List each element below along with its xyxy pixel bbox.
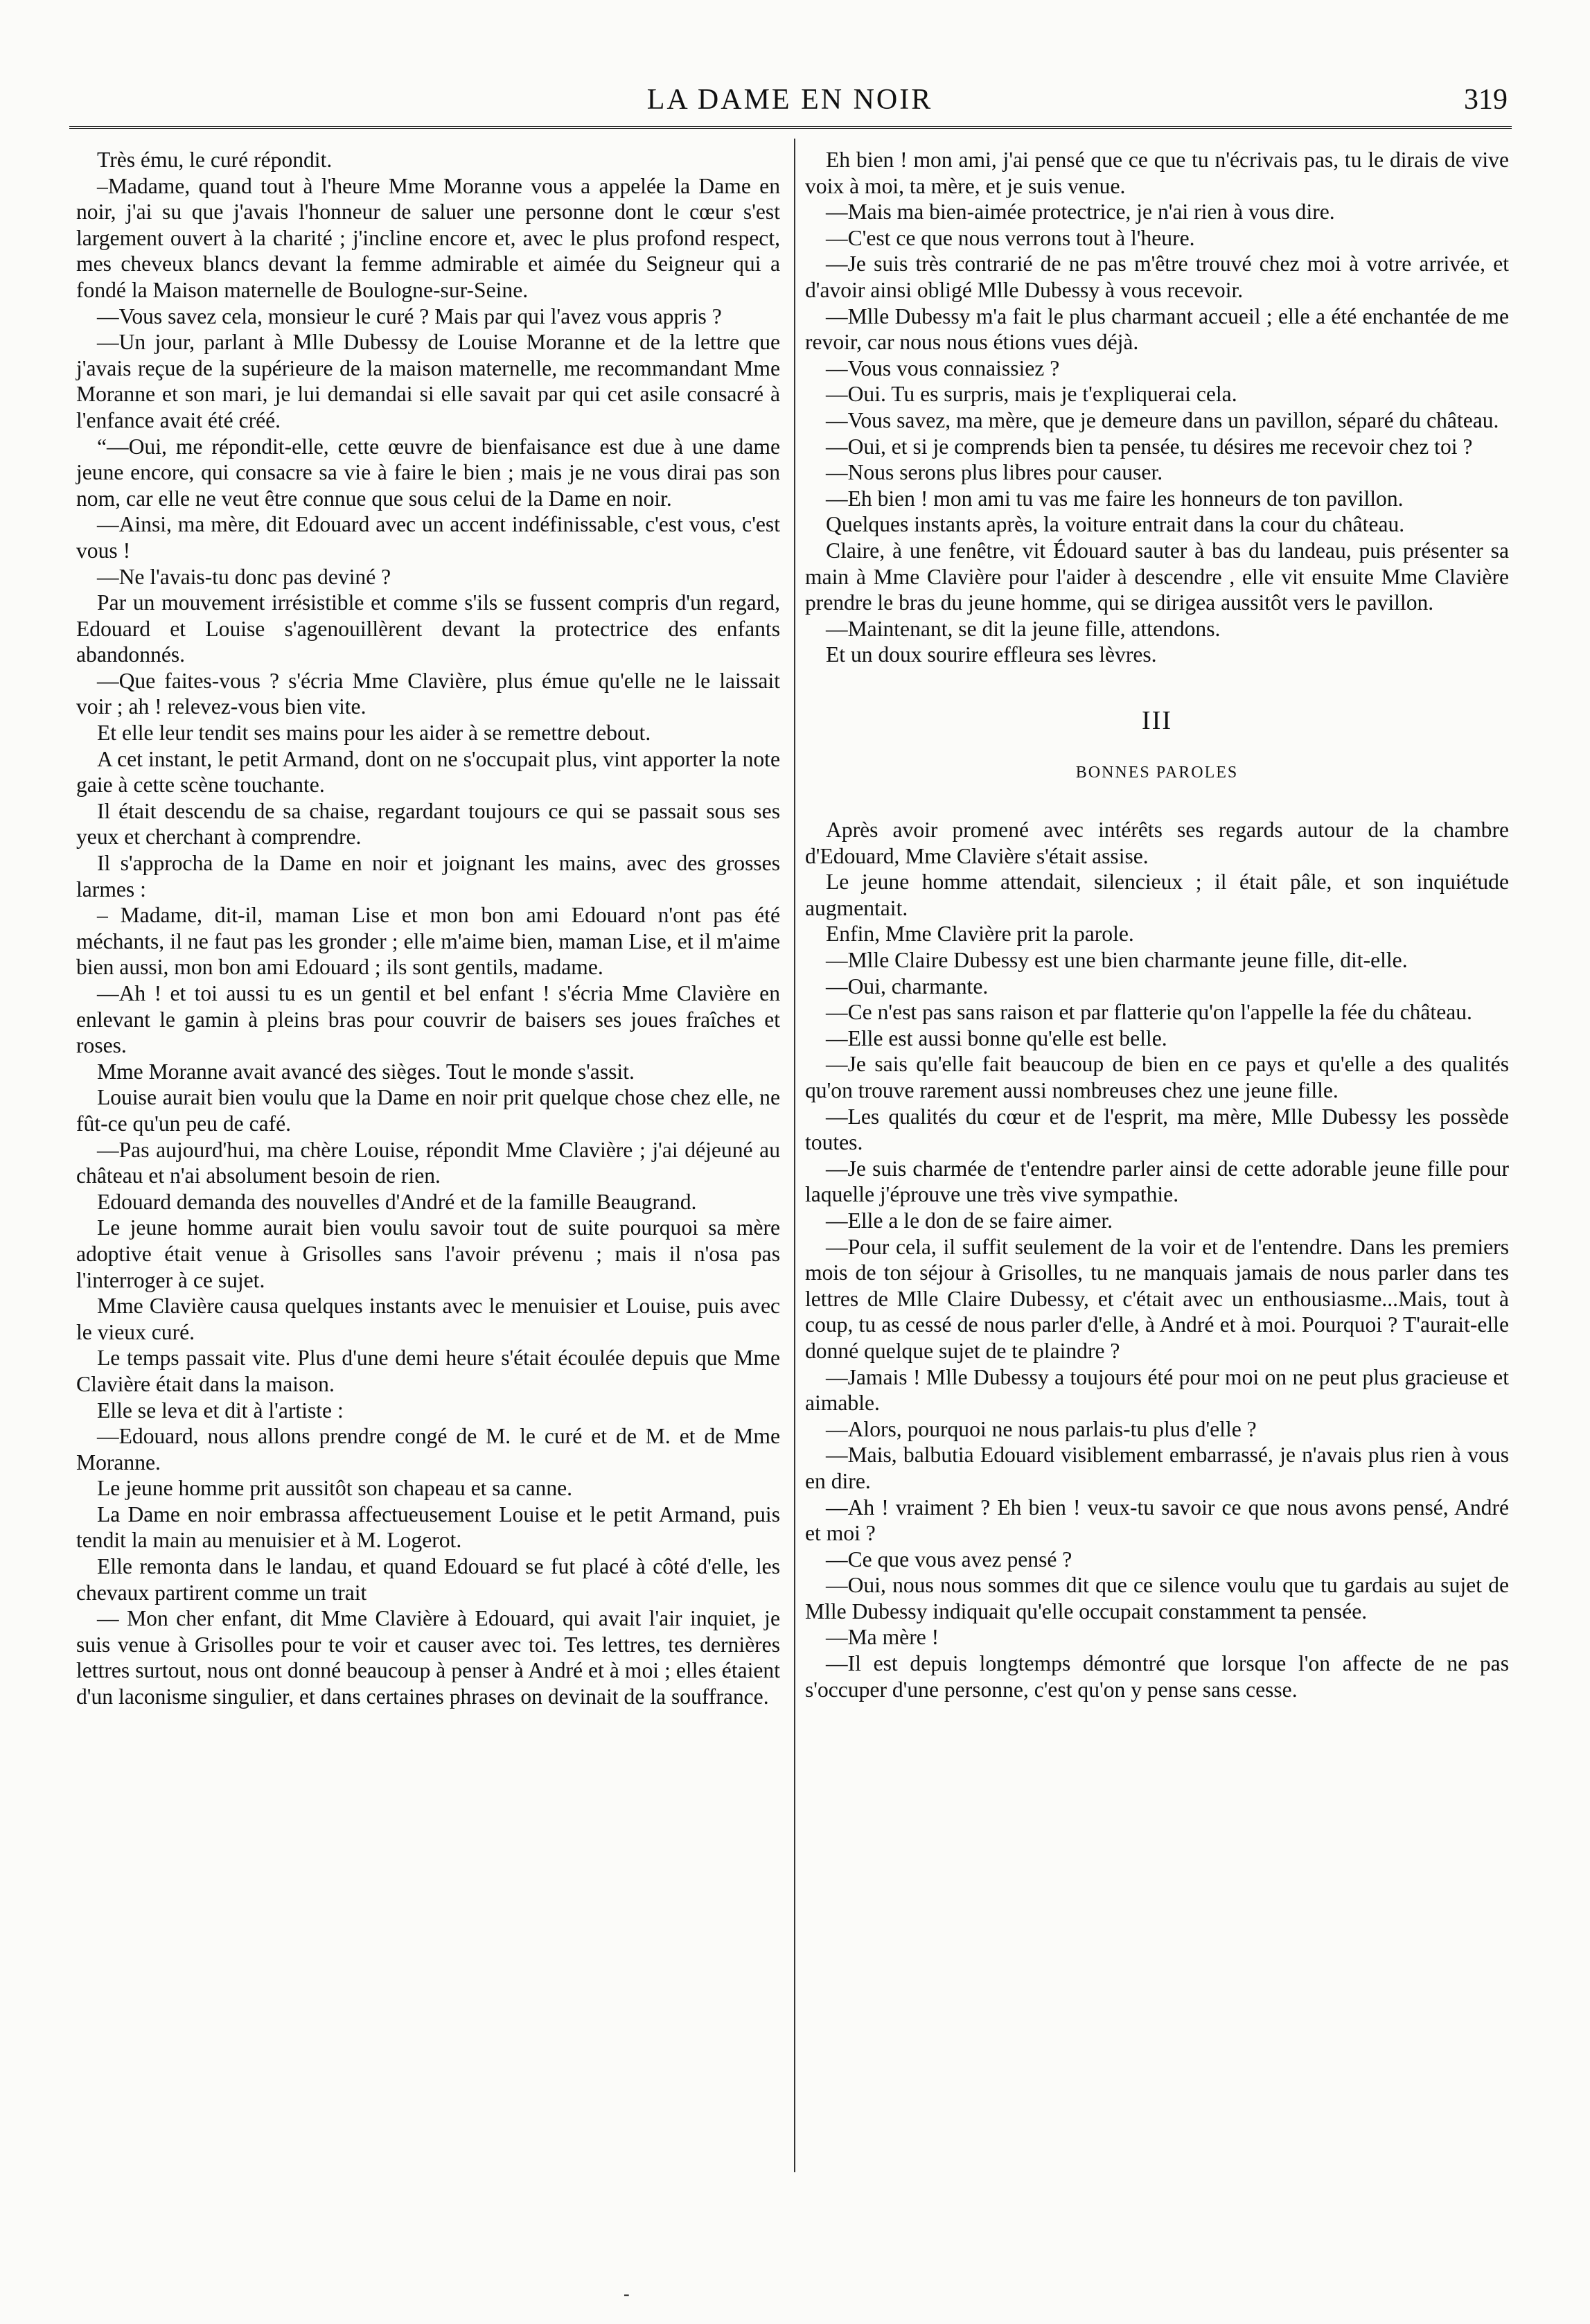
paragraph: Elle se leva et dit à l'artiste :	[97, 1398, 344, 1423]
right-column	[805, 147, 1509, 2227]
paragraph: —Je sais qu'elle fait beaucoup de bien en ce pays et qu'elle a des qualités qu'on trouve rarement aussi nombreuses chez une jeune fille.	[805, 1052, 1509, 1102]
paragraph: Edouard demanda des nouvelles d'André et de la famille Beaugrand.	[97, 1189, 697, 1214]
paragraph: —Mais ma bien-aimée protectrice, je n'ai rien à vous dire.	[826, 200, 1335, 225]
paragraph: “—Oui, me répondit-elle, cette œuvre de bienfaisance est due à une dame jeune encore, qui consacre sa vie à faire le bien ; mais je ne vous dirai pas son nom, car elle ne veut être connue que sous celui de la Dame en noir.	[76, 434, 780, 511]
paragraph: —Ah ! vraiment ? Eh bien ! veux-tu savoir ce que nous avons pensé, André et moi ?	[805, 1495, 1509, 1546]
paragraph: —Ce que vous avez pensé ?	[826, 1547, 1072, 1572]
paragraph: Très ému, le curé répondit.	[97, 148, 333, 172]
paragraph: —Maintenant, se dit la jeune fille, attendons.	[826, 616, 1221, 641]
paragraph: —Je suis très contrarié de ne pas m'être trouvé chez moi à votre arrivée, et d'avoir ainsi obligé Mlle Dubessy à vous recevoir.	[805, 252, 1509, 302]
paragraph: Le temps passait vite. Plus d'une demi heure s'était écoulée depuis que Mme Clavière était dans la maison.	[76, 1346, 780, 1396]
paragraph: La Dame en noir embrassa affectueusement Louise et le petit Armand, puis tendit la main au menuisier et à M. Logerot.	[76, 1502, 780, 1553]
paragraph: —Oui. Tu es surpris, mais je t'expliquerai cela.	[826, 382, 1237, 407]
paragraph: —Jamais ! Mlle Dubessy a toujours été pour moi on ne peut plus gracieuse et aimable.	[805, 1364, 1509, 1416]
right-column-text-after	[805, 817, 1509, 1702]
paragraph: —Un jour, parlant à Mlle Dubessy de Louise Moranne et de la lettre que j'avais reçue de la supérieure de la maison maternelle, me recommandant Mme Moranne et son mari, je lui demandai si elle savait par qui cet asile consacré à l'enfance avait été créé.	[76, 330, 780, 432]
running-title: LA DAME EN NOIR	[646, 84, 933, 116]
paragraph: Eh bien ! mon ami, j'ai pensé que ce que tu n'écrivais pas, tu le dirais de vive voix à moi, ta mère, et je suis venue.	[805, 148, 1509, 198]
paragraph: —Pas aujourd'hui, ma chère Louise, répondit Mme Clavière ; j'ai déjeuné au château et n'ai absolument besoin de rien.	[76, 1137, 780, 1188]
paragraph: Mme Clavière causa quelques instants avec le menuisier et Louise, puis avec le vieux curé.	[76, 1294, 780, 1344]
paragraph: – Madame, dit-il, maman Lise et mon bon ami Edouard n'ont pas été méchants, il ne faut pas les gronder ; elle m'aime bien, maman Lise, et il m'aime bien aussi, mon bon ami Edouard ; ils sont gentils, madame.	[76, 903, 780, 980]
page-number: 319	[1464, 84, 1508, 116]
paragraph: Enfin, Mme Clavière prit la parole.	[826, 922, 1134, 947]
section-number: III	[1142, 705, 1172, 735]
paragraph: —Ma mère !	[826, 1625, 939, 1650]
paragraph: —Ainsi, ma mère, dit Edouard avec un accent indéfinissable, c'est vous, c'est vous !	[76, 512, 780, 563]
paragraph: —Eh bien ! mon ami tu vas me faire les honneurs de ton pavillon.	[826, 486, 1404, 511]
paragraph: –Madame, quand tout à l'heure Mme Moranne vous a appelée la Dame en noir, j'ai su que j'avais l'honneur de saluer une personne dont le cœur s'est largement ouvert à la charité ; j'incline encore et, avec le plus profond respect, mes cheveux blancs devant la femme admirable et aimée du Seigneur qui a fondé la Maison maternelle de Boulogne-sur-Seine.	[76, 173, 780, 302]
paragraph: Et un doux sourire effleura ses lèvres.	[826, 642, 1157, 667]
paragraph: —Il est depuis longtemps démontré que lorsque l'on affecte de ne pas s'occuper d'une personne, c'est qu'on y pense sans cesse.	[805, 1651, 1509, 1702]
left-column	[76, 147, 780, 2227]
paragraph: —Oui, charmante.	[826, 974, 989, 998]
paragraph: Et elle leur tendit ses mains pour les aider à se remettre debout.	[97, 721, 651, 746]
paragraph: —Vous savez cela, monsieur le curé ? Mais par qui l'avez vous appris ?	[97, 303, 722, 328]
paragraph: Il s'approcha de la Dame en noir et joignant les mains, avec des grosses larmes :	[76, 851, 780, 901]
section-title: BONNES PAROLES	[1075, 764, 1239, 782]
paragraph: —Mlle Dubessy m'a fait le plus charmant accueil ; elle a été enchantée de me revoir, car nous nous étions vues déjà.	[805, 303, 1509, 355]
paragraph: Par un mouvement irrésistible et comme s'ils se fussent compris d'un regard, Edouard et Louise s'agenouillèrent devant la protectrice des enfants abandonnés.	[76, 590, 780, 667]
paragraph: —Nous serons plus libres pour causer.	[826, 460, 1163, 485]
paragraph: —Ah ! et toi aussi tu es un gentil et bel enfant ! s'écria Mme Clavière en enlevant le gamin à pleins bras pour couvrir de baisers ses joues fraîches et roses.	[76, 981, 780, 1058]
paragraph: Après avoir promené avec intérêts ses regards autour de la chambre d'Edouard, Mme Clavière s'était assise.	[805, 818, 1509, 868]
paragraph: Le jeune homme aurait bien voulu savoir tout de suite pourquoi sa mère adoptive était venue à Grisolles sans l'avoir prévenu ; mais il n'osa pas l'interroger à ce sujet.	[76, 1215, 780, 1292]
paragraph: —Elle a le don de se faire aimer.	[826, 1208, 1113, 1233]
paragraph: —Elle est aussi bonne qu'elle est belle.	[826, 1025, 1167, 1050]
paragraph: —Vous savez, ma mère, que je demeure dans un pavillon, séparé du château.	[826, 407, 1499, 432]
paragraph: —Je suis charmée de t'entendre parler ainsi de cette adorable jeune fille pour laquelle j'éprouve une très vive sympathie.	[805, 1156, 1509, 1207]
paragraph: —Mlle Claire Dubessy est une bien charmante jeune fille, dit-elle.	[826, 948, 1408, 973]
paragraph: —Ce n'est pas sans raison et par flatterie qu'on l'appelle la fée du château.	[826, 1000, 1472, 1025]
paragraph: Quelques instants après, la voiture entrait dans la cour du château.	[826, 512, 1405, 537]
paragraph: —Que faites-vous ? s'écria Mme Clavière, plus émue qu'elle ne le laissait voir ; ah ! relevez-vous bien vite.	[76, 668, 780, 719]
paragraph: —C'est ce que nous verrons tout à l'heure.	[826, 225, 1195, 250]
paragraph: —Pour cela, il suffit seulement de la voir et de l'entendre. Dans les premiers mois de ton séjour à Grisolles, tu ne manquais jamais de nous parler dans tes lettres de Mlle Claire Dubessy, et c'était avec un enthousiasme...Mais, tout à coup, tu as cessé de nous parler d'elle, à André et à moi. Pourquoi ? T'aurait-elle donné quelque sujet de te plaindre ?	[805, 1234, 1509, 1363]
paragraph: —Edouard, nous allons prendre congé de M. le curé et de M. et de Mme Moranne.	[76, 1424, 780, 1474]
paragraph: Claire, à une fenêtre, vit Édouard sauter à bas du landeau, puis présenter sa main à Mme Clavière pour l'aider à descendre , elle vit ensuite Mme Clavière prendre le bras du jeune homme, qui se dirigea aussitôt vers le pavillon.	[805, 538, 1509, 615]
paragraph: Louise aurait bien voulu que la Dame en noir prit quelque chose chez elle, ne fût-ce qu'un peu de café.	[76, 1085, 780, 1136]
paragraph: Le jeune homme attendait, silencieux ; il était pâle, et son inquiétude augmentait.	[805, 870, 1509, 920]
paragraph: Mme Moranne avait avancé des sièges. Tout le monde s'assit.	[97, 1059, 635, 1084]
paragraph: —Oui, et si je comprends bien ta pensée, tu désires me recevoir chez toi ?	[826, 434, 1473, 459]
paragraph: —Les qualités du cœur et de l'esprit, ma mère, Mlle Dubessy les possède toutes.	[805, 1104, 1509, 1155]
footer-mark: -	[624, 2284, 630, 2304]
paragraph: —Mais, balbutia Edouard visiblement embarrassé, je n'avais plus rien à vous en dire.	[805, 1443, 1509, 1493]
paragraph: —Oui, nous nous sommes dit que ce silence voulu que tu gardais au sujet de Mlle Dubessy indiquait qu'elle occupait constamment ta pensée.	[805, 1573, 1509, 1623]
paragraph: Il était descendu de sa chaise, regardant toujours ce qui se passait sous ses yeux et cherchant à comprendre.	[76, 798, 780, 850]
column-divider	[794, 139, 795, 2172]
page-header	[69, 82, 1510, 123]
paragraph: A cet instant, le petit Armand, dont on ne s'occupait plus, vint apporter la note gaie à cette scène touchante.	[76, 746, 780, 798]
paragraph: Le jeune homme prit aussitôt son chapeau et sa canne.	[97, 1476, 573, 1501]
right-column-text-before	[805, 147, 1509, 668]
paragraph: —Ne l'avais-tu donc pas deviné ?	[97, 564, 391, 589]
paragraph: Elle remonta dans le landau, et quand Edouard se fut placé à côté d'elle, les chevaux partirent comme un trait	[76, 1554, 780, 1605]
paragraph: —Alors, pourquoi ne nous parlais-tu plus d'elle ?	[826, 1416, 1257, 1441]
paragraph: —Vous vous connaissiez ?	[826, 355, 1060, 380]
paragraph: — Mon cher enfant, dit Mme Clavière à Edouard, qui avait l'air inquiet, je suis venue à Grisolles pour te voir et causer avec toi. Tes lettres, tes dernières lettres surtout, nous ont donné beaucoup à penser à André et à moi ; elles étaient d'un laconisme singulier, et dans certaines phrases on devinait de la souffrance.	[76, 1606, 780, 1709]
header-rule	[69, 126, 1512, 133]
